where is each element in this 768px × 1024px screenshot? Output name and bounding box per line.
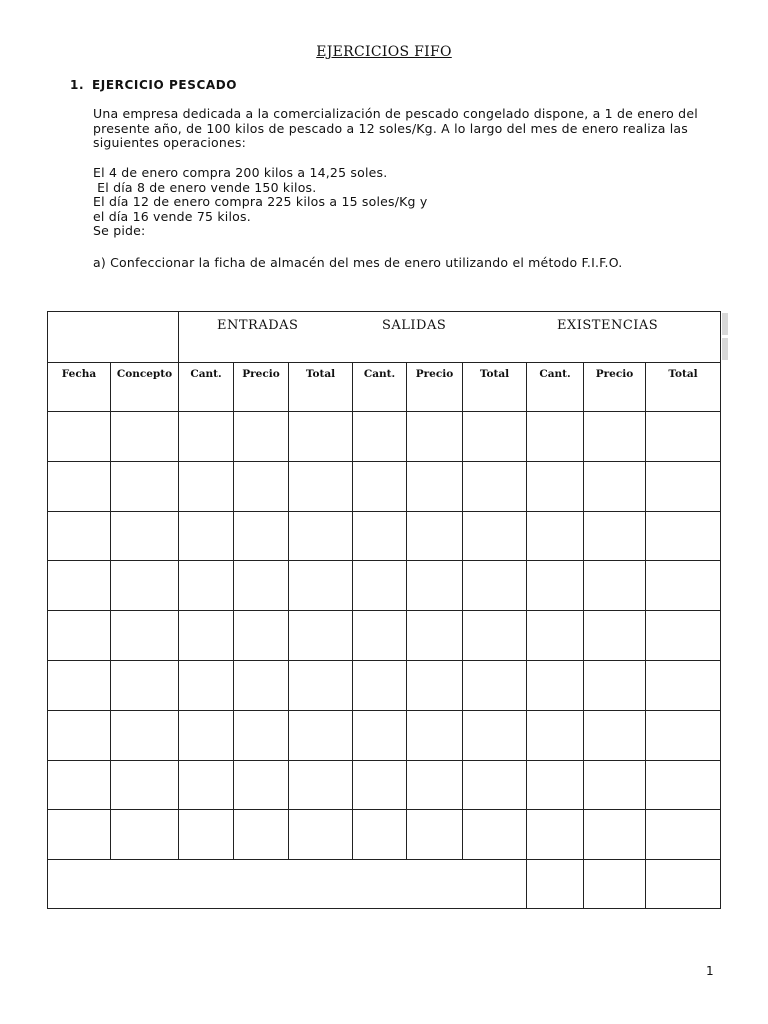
table-cell[interactable] (179, 412, 234, 462)
totals-cell[interactable] (527, 860, 584, 909)
table-cell[interactable] (463, 511, 527, 561)
table-cell[interactable] (353, 710, 407, 760)
table-cell[interactable] (584, 561, 646, 611)
table-cell[interactable] (463, 561, 527, 611)
column-header: Cant. (527, 363, 584, 412)
table-cell[interactable] (463, 710, 527, 760)
totals-blank-cell (48, 860, 527, 909)
table-cell[interactable] (527, 760, 584, 810)
section-title: EJERCICIO PESCADO (92, 78, 238, 92)
table-cell[interactable] (179, 660, 234, 710)
table-cell[interactable] (48, 511, 111, 561)
scan-edge-mark (722, 313, 728, 335)
table-cell[interactable] (407, 561, 463, 611)
table-cell[interactable] (289, 611, 353, 661)
table-cell[interactable] (353, 611, 407, 661)
table-cell[interactable] (48, 611, 111, 661)
table-cell[interactable] (463, 412, 527, 462)
table-cell[interactable] (646, 412, 721, 462)
table-cell[interactable] (48, 810, 111, 860)
table-cell[interactable] (48, 760, 111, 810)
table-cell[interactable] (48, 461, 111, 511)
column-header: Cant. (353, 363, 407, 412)
column-header-row (48, 363, 721, 412)
column-header: Precio (407, 363, 463, 412)
column-header: Cant. (179, 363, 234, 412)
column-header: Concepto (111, 363, 179, 412)
table-cell[interactable] (407, 660, 463, 710)
table-row (48, 660, 721, 710)
table-cell[interactable] (289, 710, 353, 760)
table-cell[interactable] (179, 511, 234, 561)
table-row (48, 412, 721, 462)
table-cell[interactable] (289, 660, 353, 710)
blank-corner-cell (48, 312, 179, 363)
table-cell[interactable] (111, 412, 179, 462)
operations-list (93, 166, 427, 239)
existencias-header: EXISTENCIAS (557, 318, 659, 333)
table-cell[interactable] (646, 561, 721, 611)
operation-line: El 4 de enero compra 200 kilos a 14,25 soles. (93, 165, 388, 180)
table-cell[interactable] (234, 561, 289, 611)
table-cell[interactable] (463, 810, 527, 860)
table-cell[interactable] (289, 511, 353, 561)
table-cell[interactable] (584, 710, 646, 760)
table-cell[interactable] (111, 611, 179, 661)
table-cell[interactable] (111, 760, 179, 810)
section-heading (70, 78, 237, 92)
intro-paragraph: Una empresa dedicada a la comercialización de pescado congelado dispone, a 1 de enero del presente año, de 100 kilos de pescado a 12 soles/Kg. A lo largo del mes de enero realiza las siguientes operaciones: (93, 106, 698, 150)
table-row (48, 760, 721, 810)
table-cell[interactable] (234, 461, 289, 511)
table-cell[interactable] (646, 461, 721, 511)
table-cell[interactable] (527, 561, 584, 611)
document-title: EJERCICIOS FIFO (316, 44, 452, 60)
task-statement: a) Confeccionar la ficha de almacén del mes de enero utilizando el método F.I.F.O. (93, 255, 623, 270)
table-row (48, 810, 721, 860)
table-cell[interactable] (353, 660, 407, 710)
table-cell[interactable] (289, 461, 353, 511)
table-cell[interactable] (527, 412, 584, 462)
table-cell[interactable] (527, 611, 584, 661)
table-cell[interactable] (234, 412, 289, 462)
operation-line: El día 8 de enero vende 150 kilos. (93, 179, 317, 195)
table-cell[interactable] (407, 511, 463, 561)
table-row (48, 461, 721, 511)
table-cell[interactable] (289, 760, 353, 810)
column-header: Precio (584, 363, 646, 412)
table-cell[interactable] (111, 660, 179, 710)
totals-row (48, 860, 721, 909)
table-cell[interactable] (463, 611, 527, 661)
group-header-row (48, 312, 721, 363)
scan-edge-mark (722, 338, 728, 360)
table-cell[interactable] (584, 810, 646, 860)
table-cell[interactable] (584, 412, 646, 462)
table-cell[interactable] (584, 760, 646, 810)
operation-line: Se pide: (93, 223, 146, 238)
table-cell[interactable] (353, 561, 407, 611)
table-cell[interactable] (179, 461, 234, 511)
table-cell[interactable] (234, 810, 289, 860)
table-cell[interactable] (111, 810, 179, 860)
table-cell[interactable] (407, 461, 463, 511)
column-header: Total (289, 363, 353, 412)
table-cell[interactable] (407, 412, 463, 462)
table-cell[interactable] (463, 461, 527, 511)
table-cell[interactable] (111, 461, 179, 511)
table-row (48, 710, 721, 760)
table-cell[interactable] (646, 760, 721, 810)
column-header: Precio (234, 363, 289, 412)
operation-line: El día 12 de enero compra 225 kilos a 15 soles/Kg y (93, 194, 428, 209)
table-cell[interactable] (527, 810, 584, 860)
table-cell[interactable] (353, 511, 407, 561)
table-cell[interactable] (646, 660, 721, 710)
table-cell[interactable] (646, 810, 721, 860)
empty-rows (48, 412, 721, 860)
table-cell[interactable] (353, 461, 407, 511)
table-cell[interactable] (111, 511, 179, 561)
salidas-header: SALIDAS (382, 318, 447, 333)
table-cell[interactable] (646, 611, 721, 661)
table-cell[interactable] (234, 511, 289, 561)
table-cell[interactable] (289, 810, 353, 860)
table-cell[interactable] (584, 511, 646, 561)
table-cell[interactable] (527, 710, 584, 760)
table-cell[interactable] (407, 810, 463, 860)
section-number: 1. (70, 78, 85, 92)
table-cell[interactable] (407, 710, 463, 760)
table-cell[interactable] (463, 760, 527, 810)
table-cell[interactable] (584, 611, 646, 661)
page-number: 1 (706, 964, 714, 978)
table-cell[interactable] (646, 710, 721, 760)
table-cell[interactable] (48, 660, 111, 710)
totals-cell[interactable] (646, 860, 721, 909)
table-cell[interactable] (584, 461, 646, 511)
column-header: Total (463, 363, 527, 412)
entradas-header: ENTRADAS (217, 318, 299, 333)
table-cell[interactable] (353, 760, 407, 810)
table-cell[interactable] (353, 412, 407, 462)
totals-cell[interactable] (584, 860, 646, 909)
table-cell[interactable] (111, 561, 179, 611)
table-cell[interactable] (111, 710, 179, 760)
table-row (48, 611, 721, 661)
inventory-card-table (47, 311, 721, 909)
column-header: Total (646, 363, 721, 412)
table-cell[interactable] (289, 412, 353, 462)
table-cell[interactable] (179, 611, 234, 661)
table-cell[interactable] (584, 660, 646, 710)
table-cell[interactable] (646, 511, 721, 561)
operation-line: el día 16 vende 75 kilos. (93, 208, 251, 224)
table-cell[interactable] (527, 461, 584, 511)
table-cell[interactable] (234, 710, 289, 760)
table-cell[interactable] (234, 611, 289, 661)
table-cell[interactable] (179, 810, 234, 860)
table-cell[interactable] (289, 561, 353, 611)
table-cell[interactable] (179, 710, 234, 760)
table-cell[interactable] (527, 660, 584, 710)
table-cell[interactable] (407, 611, 463, 661)
table-row (48, 561, 721, 611)
table-cell[interactable] (179, 760, 234, 810)
table-cell[interactable] (463, 660, 527, 710)
column-header: Fecha (48, 363, 111, 412)
table-cell[interactable] (527, 511, 584, 561)
table-cell[interactable] (234, 760, 289, 810)
table-cell[interactable] (407, 760, 463, 810)
table-cell[interactable] (234, 660, 289, 710)
group-header-cell (179, 312, 721, 363)
table-cell[interactable] (48, 412, 111, 462)
table-cell[interactable] (179, 561, 234, 611)
table-cell[interactable] (353, 810, 407, 860)
table-row (48, 511, 721, 561)
table-cell[interactable] (48, 561, 111, 611)
table-cell[interactable] (48, 710, 111, 760)
